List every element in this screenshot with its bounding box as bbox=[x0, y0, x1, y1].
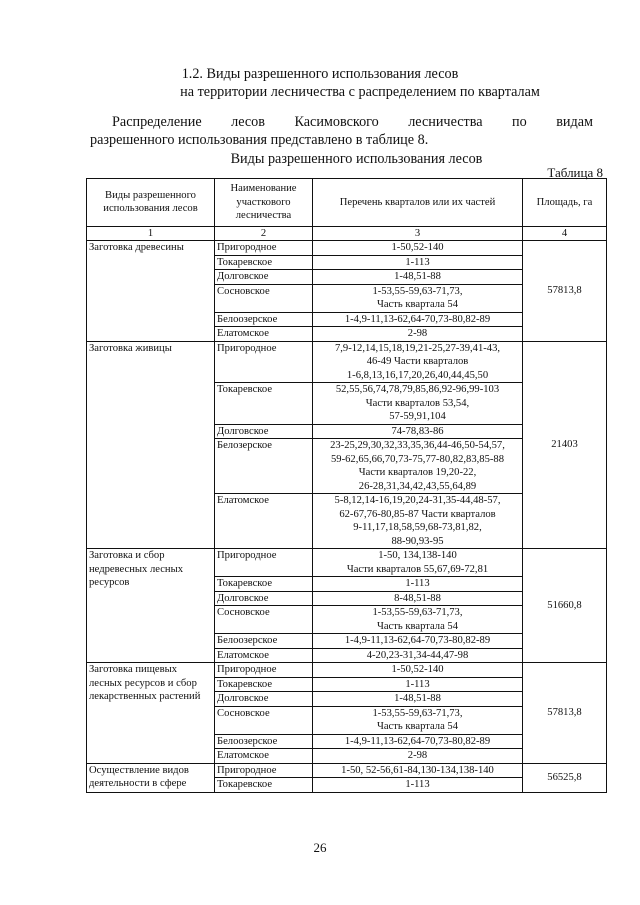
use-type-cell: Заготовка и сбор недревесных лесных ресурсов bbox=[87, 549, 215, 663]
forestry-cell: Пригородное bbox=[215, 341, 313, 383]
area-cell: 57813,8 bbox=[523, 241, 607, 342]
forestry-cell: Пригородное bbox=[215, 549, 313, 577]
table-row bbox=[87, 549, 607, 577]
table-row bbox=[87, 663, 607, 678]
forestry-cell: Сосновское bbox=[215, 284, 313, 312]
forestry-cell: Токаревское bbox=[215, 383, 313, 425]
area-cell: 57813,8 bbox=[523, 663, 607, 764]
forestry-cell: Сосновское bbox=[215, 606, 313, 634]
forestry-cell: Долговское bbox=[215, 424, 313, 439]
quarters-cell: 4-20,23-31,34-44,47-98 bbox=[313, 648, 523, 663]
forestry-cell: Белоозерское bbox=[215, 312, 313, 327]
column-number: 3 bbox=[313, 226, 523, 241]
forestry-cell: Долговское bbox=[215, 591, 313, 606]
header-area: Площадь, га bbox=[523, 179, 607, 227]
quarters-cell: 1-50,52-140 bbox=[313, 241, 523, 256]
permitted-use-table bbox=[86, 178, 607, 793]
quarters-cell: 1-113 bbox=[313, 255, 523, 270]
forestry-cell: Пригородное bbox=[215, 763, 313, 778]
intro-paragraph bbox=[90, 113, 593, 149]
quarters-cell: 1-4,9-11,13-62,64-70,73-80,82-89 bbox=[313, 634, 523, 649]
intro-word: Распределение bbox=[112, 114, 202, 130]
quarters-cell: 2-98 bbox=[313, 327, 523, 342]
intro-line-1 bbox=[90, 113, 593, 131]
intro-word: лесов bbox=[231, 114, 265, 130]
quarters-cell: 1-53,55-59,63-71,73, Часть квартала 54 bbox=[313, 706, 523, 734]
quarters-cell: 2-98 bbox=[313, 749, 523, 764]
forestry-cell: Пригородное bbox=[215, 663, 313, 678]
intro-word: лесничества bbox=[408, 114, 483, 130]
intro-word: Касимовского bbox=[294, 114, 379, 130]
forestry-cell: Елатомское bbox=[215, 327, 313, 342]
use-type-cell: Осуществление видов деятельности в сфере bbox=[87, 763, 215, 792]
forestry-cell: Долговское bbox=[215, 270, 313, 285]
forestry-cell: Токаревское bbox=[215, 677, 313, 692]
quarters-cell: 23-25,29,30,32,33,35,36,44-46,50-54,57, 59-62,65,66,70,73-75,77-80,82,83,85-88 Части кварталов 19,20-22, 26-28,31,34,42,43,55,64,89 bbox=[313, 439, 523, 494]
quarters-cell: 1-50, 52-56,61-84,130-134,138-140 bbox=[313, 763, 523, 778]
quarters-cell: 1-4,9-11,13-62,64-70,73-80,82-89 bbox=[313, 312, 523, 327]
forestry-cell: Елатомское bbox=[215, 648, 313, 663]
quarters-cell: 1-113 bbox=[313, 677, 523, 692]
column-number: 4 bbox=[523, 226, 607, 241]
intro-line-2: разрешенного использования представлено в таблице 8. bbox=[90, 132, 429, 148]
intro-word: по bbox=[512, 114, 527, 130]
intro-word: видам bbox=[556, 114, 593, 130]
use-type-cell: Заготовка живицы bbox=[87, 341, 215, 549]
area-cell: 21403 bbox=[523, 341, 607, 549]
forestry-cell: Токаревское bbox=[215, 778, 313, 793]
quarters-cell: 52,55,56,74,78,79,85,86,92-96,99-103 Части кварталов 53,54, 57-59,91,104 bbox=[313, 383, 523, 425]
quarters-cell: 1-4,9-11,13-62,64-70,73-80,82-89 bbox=[313, 734, 523, 749]
forestry-cell: Елатомское bbox=[215, 494, 313, 549]
forestry-cell: Белоозерское bbox=[215, 734, 313, 749]
area-cell: 51660,8 bbox=[523, 549, 607, 663]
forestry-cell: Пригородное bbox=[215, 241, 313, 256]
section-heading-continued: на территории лесничества с распределением по кварталам bbox=[180, 84, 540, 100]
quarters-cell: 1-48,51-88 bbox=[313, 270, 523, 285]
table-number-label: Таблица 8 bbox=[547, 165, 603, 180]
table-row bbox=[87, 341, 607, 383]
use-type-cell: Заготовка древесины bbox=[87, 241, 215, 342]
forestry-cell: Токаревское bbox=[215, 255, 313, 270]
table-row bbox=[87, 241, 607, 256]
header-quarters: Перечень кварталов или их частей bbox=[313, 179, 523, 227]
page-number: 26 bbox=[313, 840, 327, 855]
table-body bbox=[87, 241, 607, 793]
forestry-cell: Белоозерское bbox=[215, 634, 313, 649]
quarters-cell: 8-48,51-88 bbox=[313, 591, 523, 606]
forestry-cell: Белозерское bbox=[215, 439, 313, 494]
quarters-cell: 5-8,12,14-16,19,20,24-31,35-44,48-57, 62-67,76-80,85-87 Части кварталов 9-11,17,18,58,59,68-73,81,82, 88-90,93-95 bbox=[313, 494, 523, 549]
column-number-row bbox=[87, 226, 607, 241]
header-forestry: Наименование участкового лесничества bbox=[215, 179, 313, 227]
quarters-cell: 1-113 bbox=[313, 778, 523, 793]
column-number: 2 bbox=[215, 226, 313, 241]
quarters-cell: 1-50, 134,138-140 Части кварталов 55,67,69-72,81 bbox=[313, 549, 523, 577]
forestry-cell: Долговское bbox=[215, 692, 313, 707]
quarters-cell: 1-50,52-140 bbox=[313, 663, 523, 678]
quarters-cell: 1-53,55-59,63-71,73, Часть квартала 54 bbox=[313, 606, 523, 634]
forestry-cell: Сосновское bbox=[215, 706, 313, 734]
table-title: Виды разрешенного использования лесов bbox=[230, 151, 483, 167]
table-row bbox=[87, 763, 607, 778]
forestry-cell: Елатомское bbox=[215, 749, 313, 764]
table-header-row bbox=[87, 179, 607, 227]
section-heading: 1.2. Виды разрешенного использования лесов bbox=[181, 66, 459, 82]
area-cell: 56525,8 bbox=[523, 763, 607, 792]
header-use-type: Виды разрешенного использования лесов bbox=[87, 179, 215, 227]
quarters-cell: 1-48,51-88 bbox=[313, 692, 523, 707]
quarters-cell: 1-113 bbox=[313, 577, 523, 592]
forestry-cell: Токаревское bbox=[215, 577, 313, 592]
use-type-cell: Заготовка пищевых лесных ресурсов и сбор лекарственных растений bbox=[87, 663, 215, 764]
quarters-cell: 1-53,55-59,63-71,73, Часть квартала 54 bbox=[313, 284, 523, 312]
quarters-cell: 74-78,83-86 bbox=[313, 424, 523, 439]
column-number: 1 bbox=[87, 226, 215, 241]
quarters-cell: 7,9-12,14,15,18,19,21-25,27-39,41-43, 46-49 Части кварталов 1-6,8,13,16,17,20,26,40,44,45,50 bbox=[313, 341, 523, 383]
